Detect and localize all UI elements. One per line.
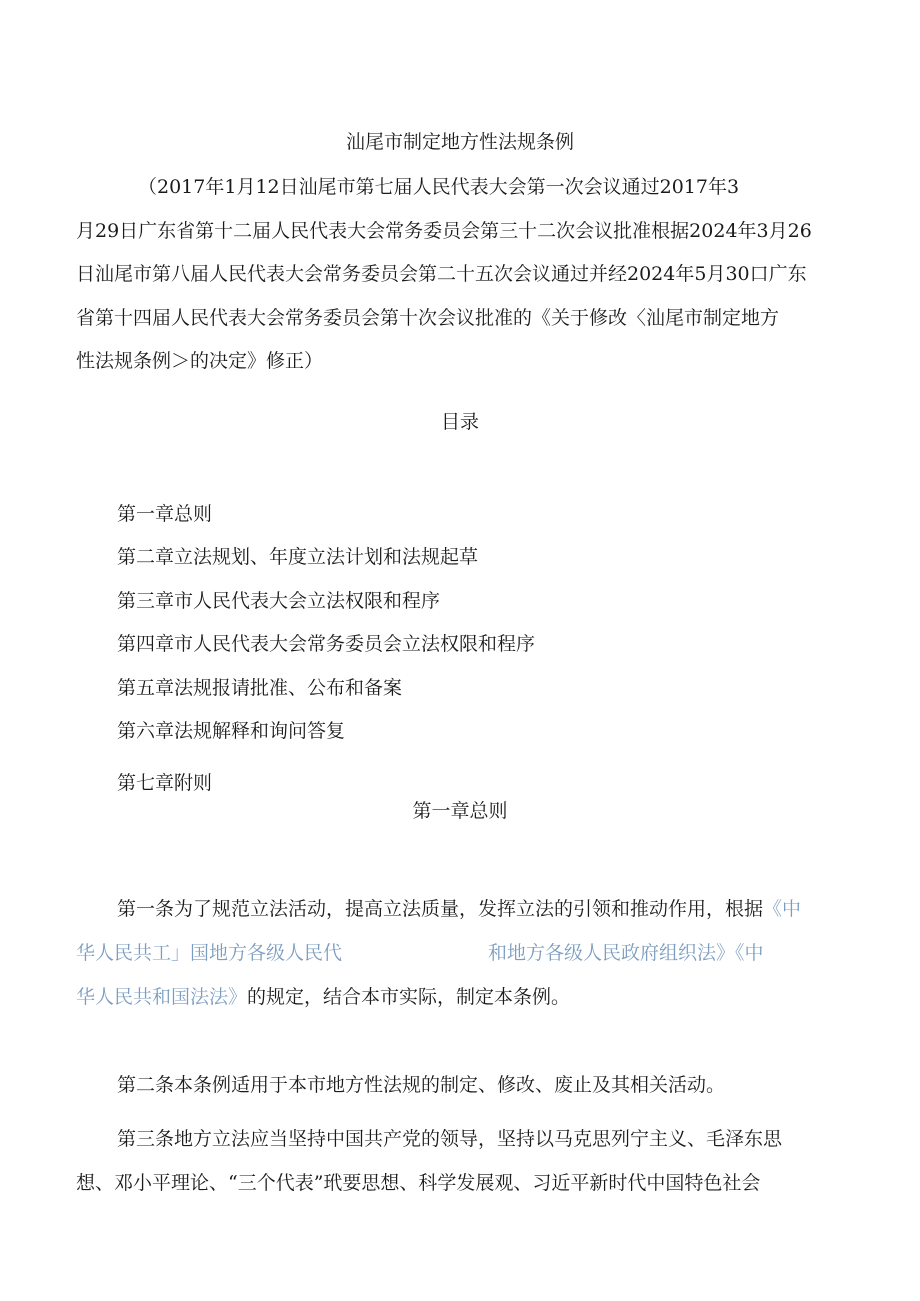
toc-item-chapter-2: 第二章立法规划、年度立法计划和法规起草: [117, 546, 479, 568]
revision-note-line-4: 省第十四届人民代表大会常务委员会第十次会议批准的《关于修改〈汕尾市制定地方: [76, 307, 780, 329]
toc-item-chapter-3: 第三章市人民代表大会立法权限和程序: [117, 590, 441, 612]
revision-note-line-2: 月29日广东省第十二届人民代表大会常务委员会第三十二次会议批准根据2024年3月26: [76, 220, 812, 242]
revision-note-line-5: 性法规条例＞的决定》修正）: [76, 350, 324, 372]
article-1-text: 第一条为了规范立法活动，提高立法质量，发挥立法的引领和推动作用，根据: [117, 898, 764, 920]
toc-item-chapter-4: 第四章市人民代表大会常务委员会立法权限和程序: [117, 633, 536, 655]
law-reference-link[interactable]: 《中: [763, 898, 802, 920]
document-title: 汕尾市制定地方性法规条例: [345, 131, 574, 153]
law-reference-link[interactable]: 华人民共工」国地方各级人民代: [76, 942, 343, 964]
article-3-line-1: 第三条地方立法应当坚持中国共产党的领导，坚持以马克思列宁主义、毛泽东思: [117, 1128, 783, 1150]
toc-title: 目录: [440, 411, 479, 433]
toc-item-chapter-5: 第五章法规报请批准、公布和备案: [117, 677, 403, 699]
article-3-line-2: 想、邓小平理论、“三个代表”玳要思想、科学发展观、习近平新时代中国特色社会: [76, 1172, 761, 1194]
article-2: 第二条本条例适用于本市地方性法规的制定、修改、废止及其相关活动。: [117, 1074, 726, 1096]
chapter-1-heading: 第一章总则: [412, 800, 508, 822]
toc-item-chapter-6: 第六章法规解释和询问答复: [117, 720, 346, 742]
law-reference-link[interactable]: 和地方各级人民政府组织法》《中: [488, 942, 764, 964]
article-1-text: 的规定，结合本市实际，制定本条例。: [247, 986, 571, 1008]
article-1-line-1: [117, 897, 801, 921]
revision-note-line-3: 日汕尾市第八届人民代表大会常务委员会第二十五次会议通过并经2024年5月30口广东: [76, 263, 807, 285]
article-1-line-3: [76, 985, 570, 1009]
toc-item-chapter-1: 第一章总则: [117, 503, 213, 525]
revision-note-line-1: （2017年1月12日汕尾市第七届人民代表大会第一次会议通过2017年3: [138, 176, 740, 198]
toc-item-chapter-7: 第七章附则: [117, 772, 213, 794]
law-reference-link[interactable]: 华人民共和国法法》: [76, 986, 248, 1008]
